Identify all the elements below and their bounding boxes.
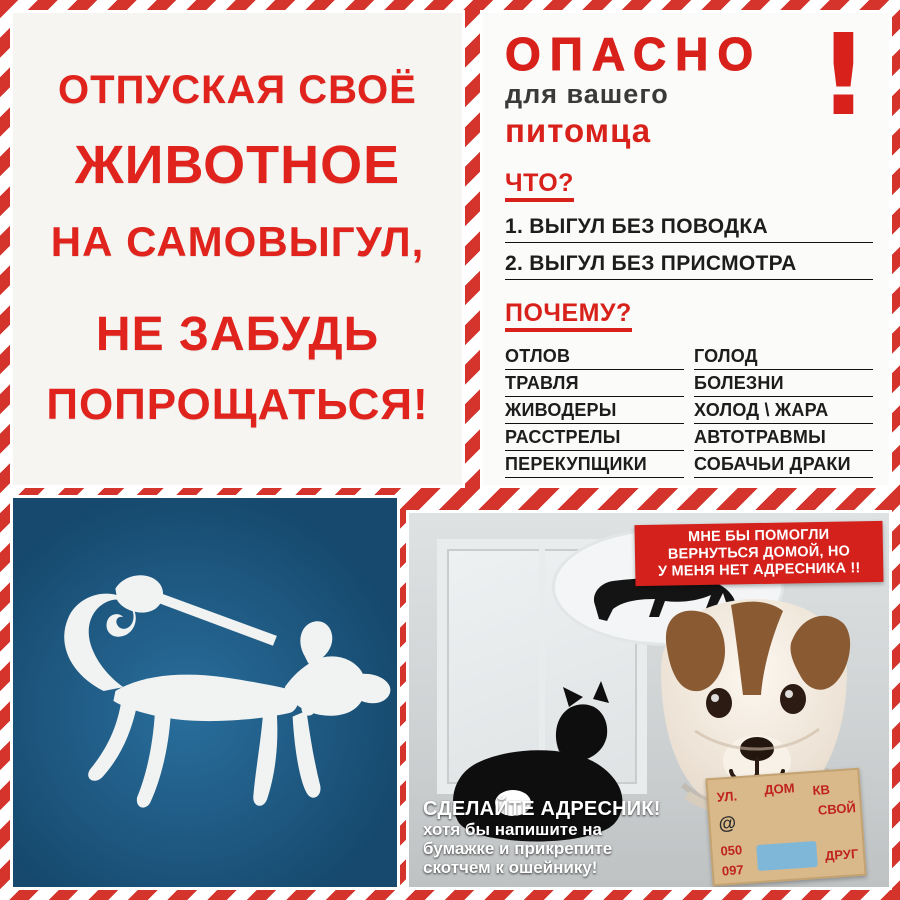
tag-at-symbol: @: [717, 812, 737, 834]
why-item: СОБАЧЬИ ДРАКИ: [694, 454, 873, 478]
why-item: ГОЛОД: [694, 346, 873, 370]
tag-phone-icon: [756, 841, 818, 871]
danger-subhead-2: питомца: [505, 112, 652, 149]
poster-tl-line-3: НА САМОВЫГУЛ,: [50, 218, 425, 265]
danger-subhead-1: для вашего: [505, 79, 669, 109]
dog-illustration-icon: [13, 498, 397, 887]
poster-tl-line-4: НЕ ЗАБУДЬ: [95, 308, 380, 362]
caption-line-1: СДЕЛАЙТЕ АДРЕСНИК!: [423, 797, 661, 820]
what-item-1: 1. ВЫГУЛ БЕЗ ПОВОДКА: [505, 215, 873, 243]
panel-bottom-left: [10, 495, 400, 890]
danger-header: [505, 11, 873, 159]
what-item-2: 2. ВЫГУЛ БЕЗ ПРИСМОТРА: [505, 252, 873, 280]
tag-street: УЛ.: [716, 788, 738, 805]
question-what-label: ЧТО?: [505, 169, 574, 202]
why-item: ТРАВЛЯ: [505, 373, 684, 397]
dog-walking-itself-illustration: [13, 498, 397, 887]
why-item: РАССТРЕЛЫ: [505, 427, 684, 451]
poster-tl-line-2: ЖИВОТНОЕ: [74, 135, 401, 196]
banner-line-3: У МЕНЯ НЕТ АДРЕСНИКА !!: [657, 560, 861, 580]
lost-dog-photo: [409, 513, 889, 887]
tag-friend: ДРУГ: [824, 846, 859, 864]
why-list: [505, 346, 873, 478]
why-item: ЖИВОДЕРЫ: [505, 400, 684, 424]
caption-line-2: хотя бы напишите на: [423, 819, 602, 839]
caption-line-4: скотчем к ошейнику!: [423, 857, 598, 877]
why-item: ОТЛОВ: [505, 346, 684, 370]
address-tag: [705, 768, 866, 886]
why-item: ХОЛОД \ ЖАРА: [694, 400, 873, 424]
caption-line-3: бумажке и прикрепите: [423, 838, 613, 858]
banner-line-1: МНЕ БЫ ПОМОГЛИ: [687, 526, 830, 546]
panel-top-right: [480, 10, 892, 488]
question-why-label: ПОЧЕМУ?: [505, 299, 632, 332]
poster-tl-line-1: ОТПУСКАЯ СВОЁ: [58, 68, 417, 113]
panel-bottom-right: [406, 510, 892, 890]
tag-phone-2: 097: [721, 862, 745, 879]
why-item: БОЛЕЗНИ: [694, 373, 873, 397]
why-item: АВТОТРАВМЫ: [694, 427, 873, 451]
speech-banner: [634, 521, 883, 587]
poster-tl-line-5: ПОПРОЩАТЬСЯ!: [46, 380, 429, 430]
panel-top-left: [10, 10, 465, 488]
tag-phone-1: 050: [720, 842, 743, 859]
banner-line-2: ВЕРНУТЬСЯ ДОМОЙ, НО: [667, 543, 851, 563]
address-tag-caption: [423, 798, 687, 877]
tag-house: ДОМ: [763, 780, 796, 798]
why-item: ПЕРЕКУПЩИКИ: [505, 454, 684, 478]
danger-headline: ОПАСНО: [505, 28, 763, 80]
exclamation-icon: !: [817, 11, 869, 141]
tag-own: СВОЙ: [817, 800, 857, 818]
tag-apartment: КВ: [811, 781, 831, 799]
